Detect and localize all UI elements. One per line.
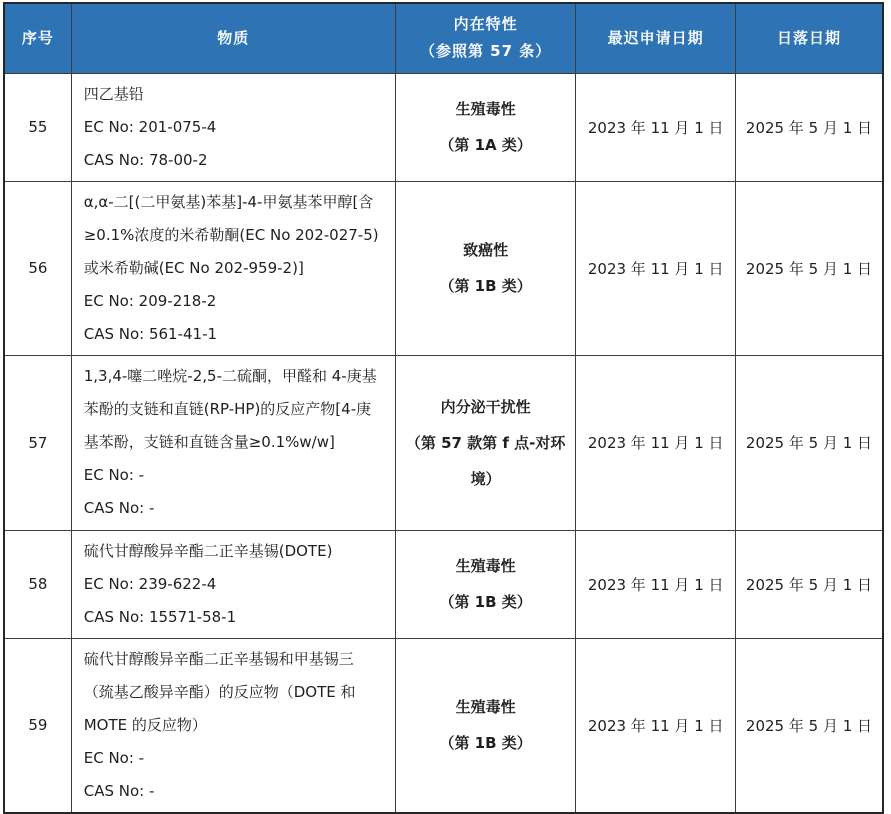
- substance-cell: [71, 530, 395, 638]
- latest-application-date: 2023 年 11 月 1 日: [576, 530, 736, 638]
- substance-cell: [71, 638, 395, 813]
- substance-line: 四乙基铅: [83, 84, 144, 103]
- property-line: （第 1B 类）: [439, 277, 532, 295]
- property-cell: [395, 355, 576, 530]
- table-row-59: [4, 638, 883, 813]
- substance-cell: [71, 73, 395, 181]
- sunset-date: 2025 年 5 月 1 日: [735, 73, 883, 181]
- table-row-58: [4, 530, 883, 638]
- latest-application-date: 2023 年 11 月 1 日: [576, 355, 736, 530]
- sunset-date: 2025 年 5 月 1 日: [735, 638, 883, 813]
- property-line: 致癌性: [463, 241, 509, 259]
- property-line: 生殖毒性: [455, 698, 516, 716]
- property-cell: [395, 530, 576, 638]
- substance-line: 基苯酚，支链和直链含量≥0.1%w/w]: [83, 433, 335, 451]
- header-row: [4, 3, 883, 73]
- substance-line: 硫代甘醇酸异辛酯二正辛基锡和甲基锡三: [83, 649, 354, 668]
- substance-line: EC No: 239-622-4: [83, 574, 217, 593]
- substance-cell: [71, 181, 395, 355]
- col-header-property-line1: 内在特性: [453, 15, 518, 34]
- col-header-no: 序号: [4, 3, 71, 73]
- sunset-date: 2025 年 5 月 1 日: [735, 181, 883, 355]
- substance-line: 硫代甘醇酸异辛酯二正辛基锡(DOTE): [83, 541, 333, 560]
- property-line: （第 1A 类）: [439, 136, 532, 154]
- table-row-55: [4, 73, 883, 181]
- property-line: 内分泌干扰性: [440, 397, 531, 416]
- latest-application-date: 2023 年 11 月 1 日: [576, 638, 736, 813]
- substance-line: EC No: -: [83, 466, 145, 484]
- row-number: 57: [4, 355, 71, 530]
- substance-line: 1,3,4-噻二唑烷-2,5-二硫酮，甲醛和 4-庚基: [83, 367, 377, 385]
- property-cell: [395, 638, 576, 813]
- property-line: （第 57 款第 f 点-对环: [405, 433, 566, 452]
- row-number: 56: [4, 181, 71, 355]
- substance-line: （巯基乙酸异辛酯）的反应物（DOTE 和: [83, 682, 356, 701]
- col-header-property-line2: （参照第 57 条）: [419, 42, 552, 61]
- substance-line: EC No: 209-218-2: [83, 291, 217, 310]
- table-row-56: [4, 181, 883, 355]
- col-header-substance: 物质: [71, 3, 395, 73]
- property-line: （第 1B 类）: [439, 593, 532, 611]
- property-line: 境）: [470, 469, 501, 488]
- sunset-date: 2025 年 5 月 1 日: [735, 530, 883, 638]
- substance-cell: [71, 355, 395, 530]
- substance-line: α,α-二[(二甲氨基)苯基]-4-甲氨基苯甲醇[含: [83, 192, 374, 211]
- property-line: 生殖毒性: [455, 557, 516, 575]
- substance-line: EC No: 201-075-4: [83, 117, 217, 136]
- col-header-property: [395, 3, 576, 73]
- row-number: 58: [4, 530, 71, 638]
- substance-line: EC No: -: [83, 748, 145, 767]
- property-line: （第 1B 类）: [439, 734, 532, 752]
- substance-line: ≥0.1%浓度的米希勒酮(EC No 202-027-5): [83, 225, 379, 244]
- substance-line: CAS No: -: [83, 499, 155, 517]
- property-line: 生殖毒性: [455, 100, 516, 118]
- col-header-latest-application-date: 最迟申请日期: [576, 3, 736, 73]
- sunset-date: 2025 年 5 月 1 日: [735, 355, 883, 530]
- substance-line: 苯酚的支链和直链(RP-HP)的反应产物[4-庚: [83, 400, 372, 418]
- substance-line: CAS No: -: [83, 781, 155, 800]
- table-row-57: [4, 355, 883, 530]
- col-header-sunset-date: 日落日期: [735, 3, 883, 73]
- substance-line: MOTE 的反应物）: [83, 715, 207, 734]
- substance-line: CAS No: 78-00-2: [83, 150, 208, 169]
- substance-line: 或米希勒碱(EC No 202-959-2)]: [83, 258, 304, 277]
- property-cell: [395, 181, 576, 355]
- svhc-substance-table: [3, 2, 884, 814]
- substance-line: CAS No: 561-41-1: [83, 324, 218, 343]
- property-cell: [395, 73, 576, 181]
- substance-line: CAS No: 15571-58-1: [83, 607, 237, 626]
- row-number: 59: [4, 638, 71, 813]
- latest-application-date: 2023 年 11 月 1 日: [576, 181, 736, 355]
- latest-application-date: 2023 年 11 月 1 日: [576, 73, 736, 181]
- row-number: 55: [4, 73, 71, 181]
